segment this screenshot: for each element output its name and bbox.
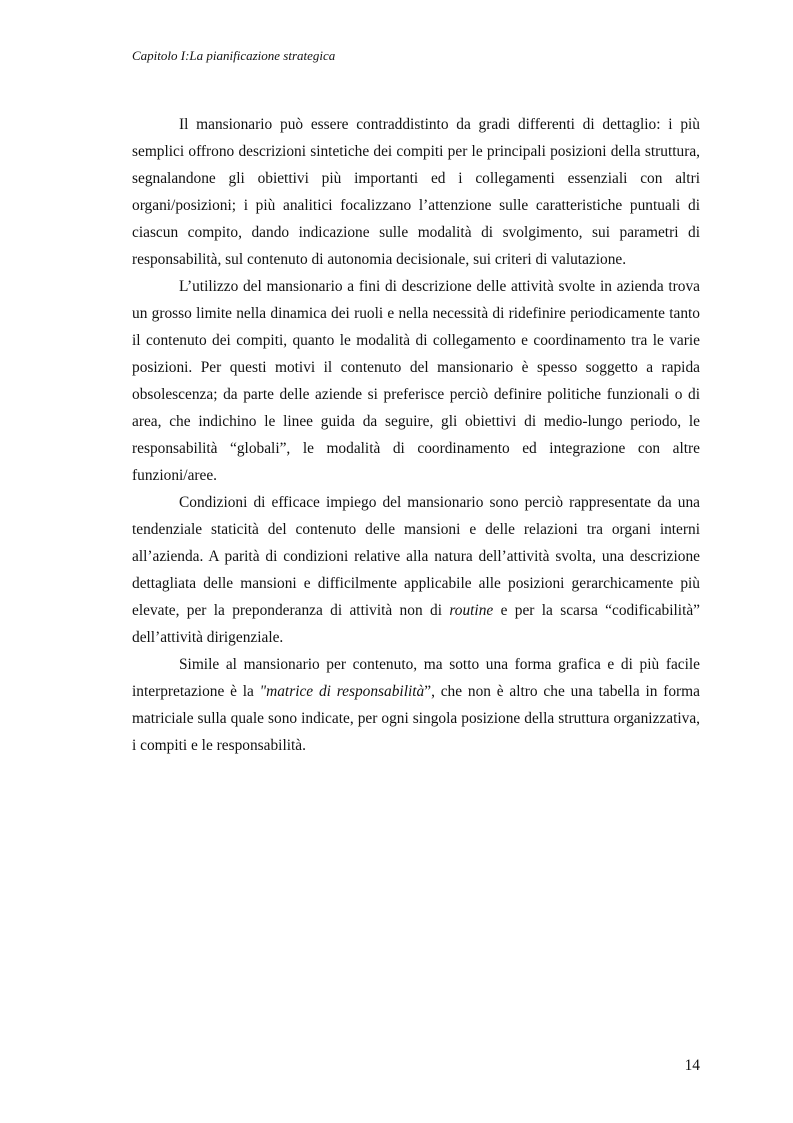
paragraph-4-text-start: Simile al mansionario per contenuto, ma sotto una forma grafica e di più facile interpretazione è la	[132, 656, 700, 700]
paragraph-2: L’utilizzo del mansionario a fini di descrizione delle attività svolte in azienda trova un grosso limite nella dinamica dei ruoli e nella necessità di ridefinire periodicamente tanto il contenuto dei compiti, quanto le modalità di collegamento e coordinamento tra le varie posizioni. Per questi motivi il contenuto del mansionario è spesso soggetto a rapida obsolescenza; da parte delle aziende si preferisce perciò definire politiche funzionali o di area, che indichino le linee guida da seguire, gli obiettivi di medio-lungo periodo, le responsabilità “globali”, le modalità di coordinamento ed integrazione con altre funzioni/aree.	[132, 278, 700, 484]
italic-term-matrice: "matrice di responsabilità	[259, 683, 425, 700]
page-number: 14	[684, 1057, 700, 1074]
running-header: Capitolo I:La pianificazione strategica	[132, 48, 336, 63]
italic-term-routine: routine	[449, 602, 494, 619]
paragraph-3	[132, 489, 700, 651]
paragraph-4-text-end: ”, che non è altro che una tabella in forma matriciale sulla quale sono indicate, per ogni singola posizione della struttura organizzativa, i compiti e le responsabilità.	[132, 683, 700, 754]
paragraph-1: Il mansionario può essere contraddistinto da gradi differenti di dettaglio: i più semplici offrono descrizioni sintetiche dei compiti per le principali posizioni della struttura, segnalandone gli obiettivi più importanti ed i collegamenti essenziali con altri organi/posizioni; i più analitici focalizzano l’attenzione sulle caratteristiche puntuali di ciascun compito, dando indicazione sulle modalità di svolgimento, sui parametri di responsabilità, sul contenuto di autonomia decisionale, sui criteri di valutazione.	[132, 116, 700, 268]
body-text	[132, 111, 700, 759]
paragraph-3-text-start: Condizioni di efficace impiego del mansionario sono perciò rappresentate da una tendenziale staticità del contenuto delle mansioni e delle relazioni tra organi interni all’azienda. A parità di condizioni relative alla natura dell’attività svolta, una descrizione dettagliata delle mansioni e difficilmente applicabile alle posizioni gerarchicamente più elevate, per la preponderanza di attività non di	[132, 494, 700, 619]
paragraph-4	[132, 651, 700, 759]
paragraph-3-text-end: e per la scarsa “codificabilità” dell’attività dirigenziale.	[132, 602, 701, 646]
